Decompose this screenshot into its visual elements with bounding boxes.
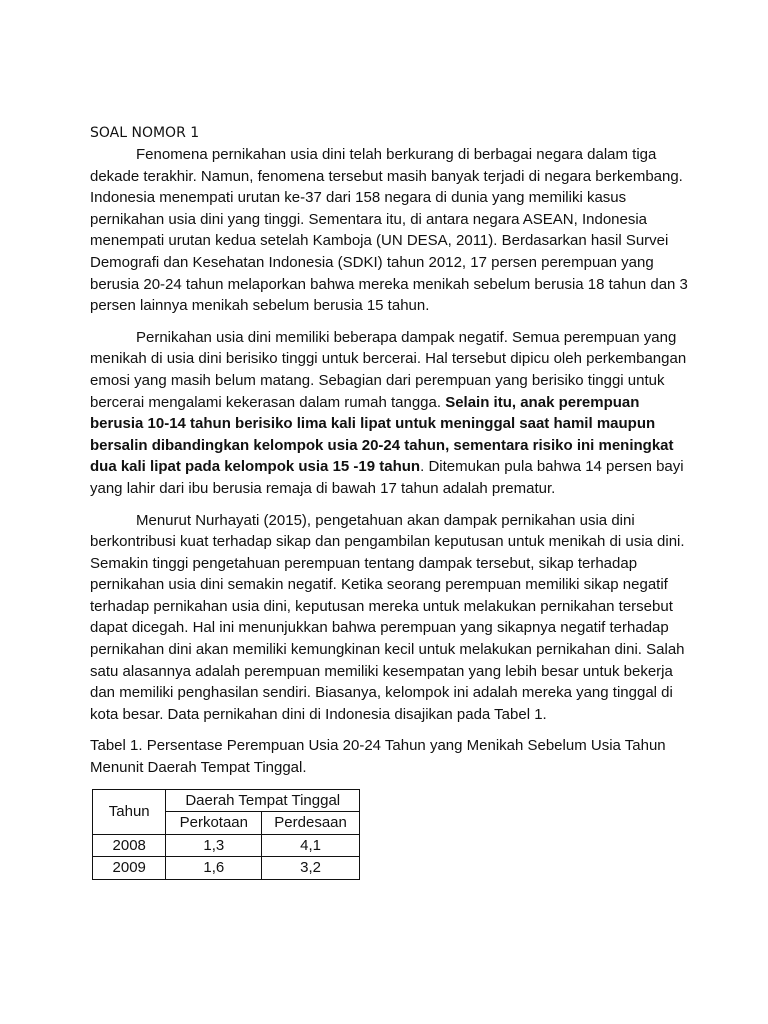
header-year: Tahun — [93, 789, 166, 834]
cell-year: 2009 — [93, 857, 166, 880]
paragraph-3-text: Menurut Nurhayati (2015), pengetahuan akan dampak pernikahan usia dini berkontribusi kuat terhadap sikap dan pengambilan keputusan untuk menikah di usia dini. Semakin tinggi pengetahuan perempuan tentang dampak tersebut, sikap terhadap pernikahan usia dini semakin negatif. Ketika seorang perempuan memiliki sikap negatif terhadap pernikahan usia dini, keputusan mereka untuk melakukan pernikahan tersebut dapat dicegah. Hal ini menunjukkan bahwa perempuan yang sikapnya negatif terhadap pernikahan dini akan memiliki kemungkinan kecil untuk melakukan pernikahan dini. Salah satu alasannya adalah perempuan memiliki kesempatan yang lebih besar untuk bekerja dan memiliki penghasilan sendiri. Biasanya, kelompok ini adalah mereka yang tinggal di kota besar. Data pernikahan dini di Indonesia disajikan pada Tabel 1. — [90, 511, 685, 723]
paragraph-2-text-end: . Ditemukan pula bahwa 14 persen bayi yang lahir dari ibu berusia remaja di bawah 17 tahun adalah prematur. — [90, 458, 684, 497]
table-caption: Tabel 1. Persentase Perempuan Usia 20-24 Tahun yang Menikah Sebelum Usia Tahun Menunit Daerah Tempat Tinggal. — [90, 737, 666, 777]
cell-urban: 1,6 — [166, 857, 262, 880]
question-heading: SOAL NOMOR 1 — [90, 125, 200, 141]
paragraph-2 — [90, 327, 690, 500]
table-header-row — [93, 789, 360, 812]
header-residence-group: Daerah Tempat Tinggal — [166, 789, 360, 812]
paragraph-1 — [90, 144, 690, 317]
paragraph-2-bold-text: Selain itu, anak perempuan berusia 10-14 tahun berisiko lima kali lipat untuk meninggal saat hamil maupun bersalin dibandingkan kelompok usia 20-24 tahun, sementara risiko ini meningkat dua kali lipat pada kelompok usia 15 -19 tahun — [90, 393, 674, 476]
paragraph-3 — [90, 510, 690, 726]
cell-year: 2008 — [93, 834, 166, 857]
paragraph-2-text-start: Pernikahan usia dini memiliki beberapa dampak negatif. Semua perempuan yang menikah di usia dini berisiko tinggi untuk bercerai. Hal tersebut dipicu oleh perkembangan emosi yang masih belum matang. Sebagian dari perempuan yang berisiko tinggi untuk bercerai mengalami kekerasan dalam rumah tangga. — [90, 328, 687, 411]
table-row — [93, 857, 360, 880]
data-table — [92, 789, 360, 880]
document-page — [90, 123, 690, 880]
header-rural: Perdesaan — [262, 812, 360, 835]
cell-rural: 4,1 — [262, 834, 360, 857]
cell-urban: 1,3 — [166, 834, 262, 857]
cell-rural: 3,2 — [262, 857, 360, 880]
paragraph-1-text: Fenomena pernikahan usia dini telah berkurang di berbagai negara dalam tiga dekade terakhir. Namun, fenomena tersebut masih banyak terjadi di negara berkembang. Indonesia menempati urutan ke-37 dari 158 negara di dunia yang memiliki kasus pernikahan usia dini yang tinggi. Sementara itu, di antara negara ASEAN, Indonesia menempati urutan kedua setelah Kamboja (UN DESA, 2011). Berdasarkan hasil Survei Demografi dan Kesehatan Indonesia (SDKI) tahun 2012, 17 persen perempuan yang berusia 20-24 tahun melaporkan bahwa mereka menikah sebelum berusia 18 tahun dan 3 persen lainnya menikah sebelum berusia 15 tahun. — [90, 146, 688, 315]
table-row — [93, 834, 360, 857]
header-urban: Perkotaan — [166, 812, 262, 835]
